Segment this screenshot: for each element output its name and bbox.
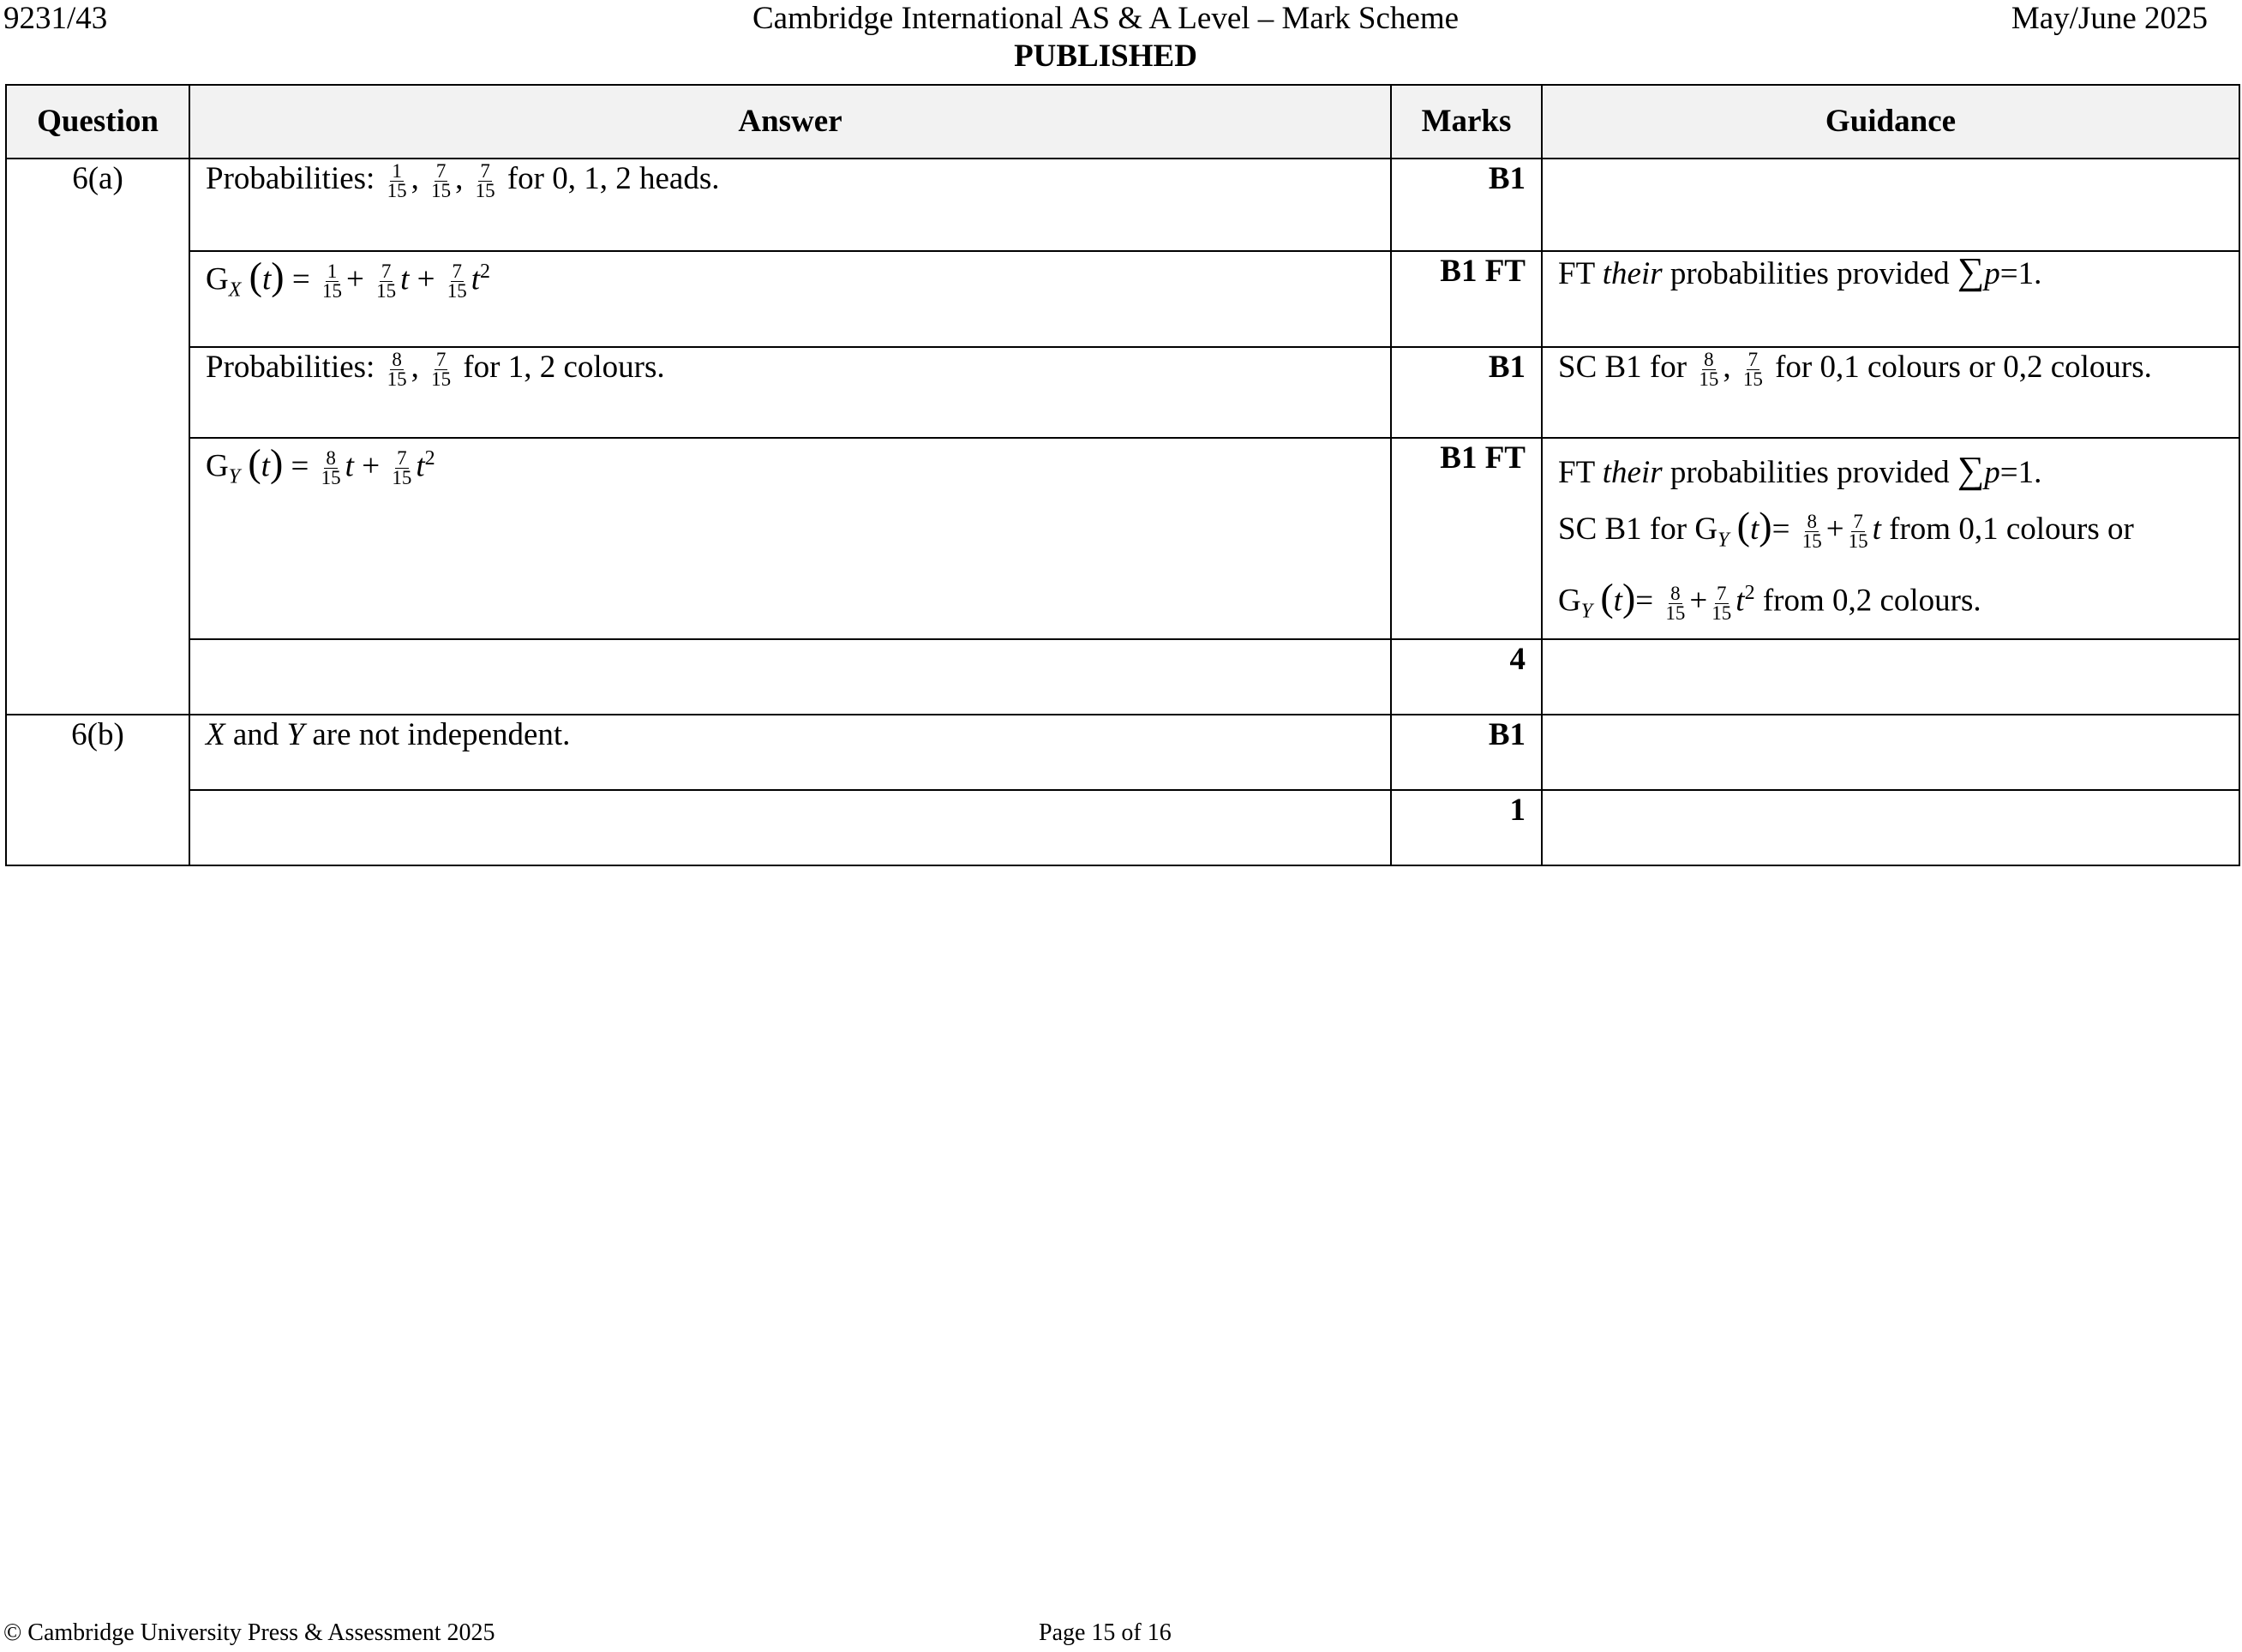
syllabus-code: 9231/43 (3, 1, 108, 36)
fraction: $\frac{8}{15}$ (387, 349, 407, 391)
copyright-notice: © Cambridge University Press & Assessment 2025 (3, 1619, 495, 1646)
marks-total: 1 (1391, 790, 1542, 865)
page-number: Page 15 of 16 (1039, 1619, 1172, 1646)
marks-cell: B1 (1391, 347, 1542, 438)
fraction: $\frac{8}{15}$ (1801, 511, 1822, 553)
fraction: $\frac{7}{15}$ (392, 447, 412, 489)
guidance-cell (1542, 715, 2239, 790)
fraction: $\frac{7}{15}$ (1848, 511, 1868, 553)
question-number: 6(b) (6, 715, 189, 865)
exam-session: May/June 2025 (2011, 1, 2208, 36)
published-label: PUBLISHED (1014, 39, 1197, 74)
marks-total: 4 (1391, 639, 1542, 715)
fraction: $\frac{7}{15}$ (376, 260, 397, 302)
fraction: $\frac{1}{15}$ (387, 160, 407, 202)
table-row (6, 715, 2239, 790)
question-number: 6(a) (6, 159, 189, 715)
answer-cell (189, 639, 1391, 715)
table-row (6, 639, 2239, 715)
guidance-cell (1542, 639, 2239, 715)
guidance-cell (1542, 159, 2239, 251)
fraction: $\frac{7}{15}$ (1711, 582, 1732, 624)
answer-cell: Probabilities: $\frac{1}{15}$ , $\frac{7}{15}$ , $\frac{7}{15}$ for 0, 1, 2 heads. (189, 159, 1391, 251)
guidance-cell (1542, 790, 2239, 865)
answer-cell: $G_Y$ (t) = $\frac{8}{15}$ t + $\frac{7}{15}$ $t^2$ (189, 438, 1391, 639)
guidance-cell: SC B1 for $\frac{8}{15}$ , $\frac{7}{15}$ for 0,1 colours or 0,2 colours. (1542, 347, 2239, 438)
document-title: Cambridge International AS & A Level – Mark Scheme (752, 1, 1460, 36)
marks-cell: B1 FT (1391, 251, 1542, 347)
document-header (0, 0, 2211, 75)
table-row (6, 251, 2239, 347)
header-question: Question (6, 85, 189, 159)
fraction: $\frac{1}{15}$ (321, 260, 342, 302)
marks-cell: B1 (1391, 159, 1542, 251)
table-row (6, 347, 2239, 438)
answer-cell: X and Y are not independent. (189, 715, 1391, 790)
header-answer: Answer (189, 85, 1391, 159)
table-header-row (6, 85, 2239, 159)
answer-cell: $G_X$ (t) = $\frac{1}{15}$ + $\frac{7}{15}$ t + $\frac{7}{15}$ $t^2$ (189, 251, 1391, 347)
fraction: $\frac{7}{15}$ (1742, 349, 1763, 391)
answer-cell (189, 790, 1391, 865)
marks-cell: B1 (1391, 715, 1542, 790)
fraction: $\frac{7}{15}$ (431, 349, 452, 391)
table-row (6, 438, 2239, 639)
mark-scheme-table (5, 84, 2240, 866)
header-guidance: Guidance (1542, 85, 2239, 159)
header-marks: Marks (1391, 85, 1542, 159)
fraction: $\frac{8}{15}$ (1699, 349, 1719, 391)
fraction: $\frac{7}{15}$ (431, 160, 452, 202)
fraction: $\frac{7}{15}$ (447, 260, 467, 302)
fraction: $\frac{8}{15}$ (321, 447, 341, 489)
marks-cell: B1 FT (1391, 438, 1542, 639)
fraction: $\frac{8}{15}$ (1665, 582, 1686, 624)
fraction: $\frac{7}{15}$ (475, 160, 495, 202)
table-row (6, 790, 2239, 865)
answer-cell: Probabilities: $\frac{8}{15}$ , $\frac{7}{15}$ for 1, 2 colours. (189, 347, 1391, 438)
table-row (6, 159, 2239, 251)
guidance-cell: FT their probabilities provided ∑p=1. SC B1 for $G_Y$ (t)= $\frac{8}{15}$ + $\frac{7}{15}$ t from 0,1 colours or $G_Y$ (t)= $\frac{8}{15}$ + $\frac{7}{15}$ $t^2$ from 0,2 colours. (1542, 438, 2239, 639)
guidance-cell: FT their probabilities provided ∑p=1. (1542, 251, 2239, 347)
